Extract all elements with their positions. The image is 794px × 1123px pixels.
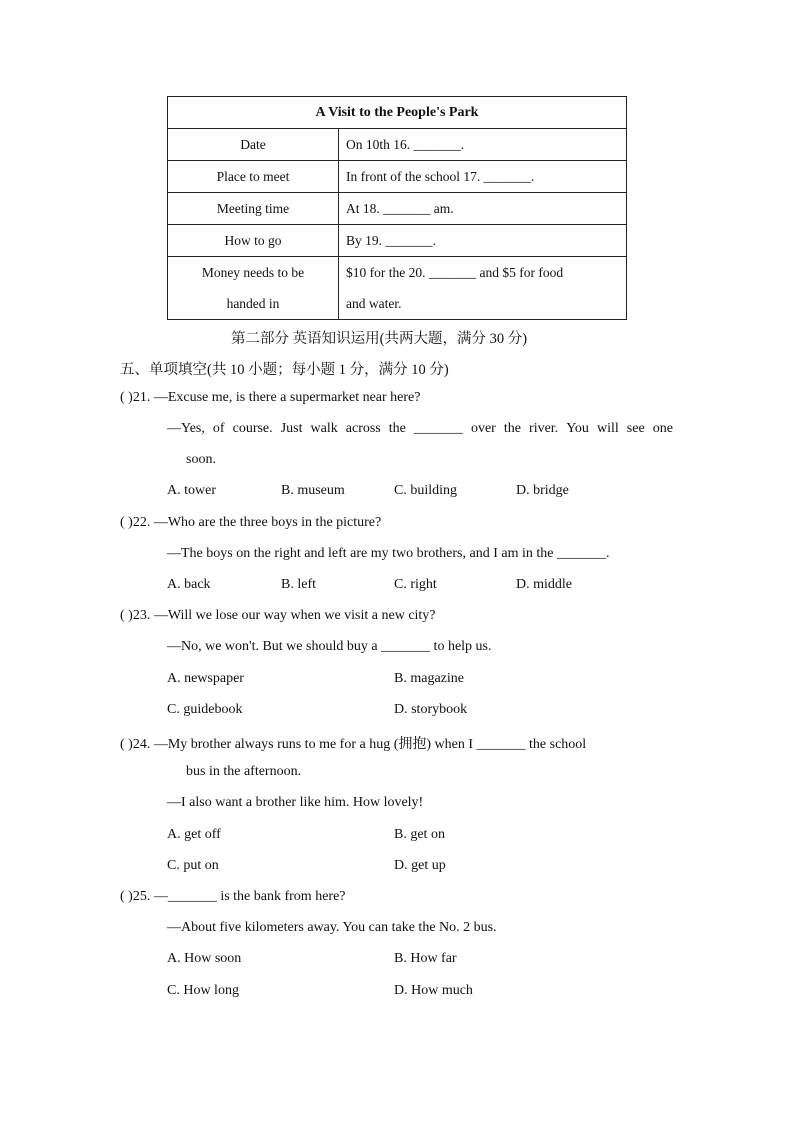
question-25-answer: —About five kilometers away. You can take the No. 2 bus. <box>167 920 497 935</box>
option-a[interactable]: A. How soon <box>167 951 242 966</box>
option-c[interactable]: C. put on <box>167 858 219 873</box>
row-value-place: In front of the school 17. _______. <box>339 161 627 193</box>
row-value-transport: By 19. _______. <box>339 225 627 257</box>
option-c[interactable]: C. right <box>394 577 437 592</box>
table-row <box>168 257 627 320</box>
table-row <box>168 161 627 193</box>
answer-word: of <box>212 421 225 436</box>
answer-word: course. <box>232 421 273 436</box>
answer-word: across <box>345 421 381 436</box>
question-22: ( )22. —Who are the three boys in the picture? <box>120 515 382 530</box>
row-label-money <box>168 257 339 320</box>
answer-word: Just <box>280 421 303 436</box>
row-label-time: Meeting time <box>168 193 339 225</box>
option-a[interactable]: A. get off <box>167 827 221 842</box>
visit-info-table <box>167 96 627 320</box>
answer-word: —Yes, <box>167 421 205 436</box>
question-24-line2: bus in the afternoon. <box>186 764 302 779</box>
row-label-money-line2: handed in <box>226 296 280 311</box>
option-d[interactable]: D. middle <box>516 577 572 592</box>
answer-word: over <box>470 421 496 436</box>
row-label-place: Place to meet <box>168 161 339 193</box>
row-value-date: On 10th 16. _______. <box>339 129 627 161</box>
option-d[interactable]: D. How much <box>394 983 473 998</box>
option-d[interactable]: D. storybook <box>394 702 468 717</box>
option-b[interactable]: B. museum <box>281 483 345 498</box>
option-b[interactable]: B. get on <box>394 827 445 842</box>
option-c[interactable]: C. guidebook <box>167 702 243 717</box>
option-d[interactable]: D. bridge <box>516 483 569 498</box>
option-b[interactable]: B. left <box>281 577 316 592</box>
table-row <box>168 225 627 257</box>
option-c[interactable]: C. building <box>394 483 458 498</box>
option-d[interactable]: D. get up <box>394 858 446 873</box>
answer-word: will <box>596 421 619 436</box>
row-value-money-line1: $10 for the 20. _______ and $5 for food <box>346 265 564 280</box>
question-23: ( )23. —Will we lose our way when we visit a new city? <box>120 608 436 623</box>
row-label-date: Date <box>168 129 339 161</box>
part-title: 第二部分 英语知识运用(共两大题，满分 30 分) <box>231 331 528 347</box>
answer-word: the <box>503 421 521 436</box>
option-b[interactable]: B. How far <box>394 951 457 966</box>
row-label-transport: How to go <box>168 225 339 257</box>
row-value-money <box>339 257 627 320</box>
answer-word: see <box>626 421 645 436</box>
row-label-money-line1: Money needs to be <box>201 265 305 280</box>
row-value-money-line2: and water. <box>346 296 402 311</box>
answer-blank: _______ <box>413 421 463 436</box>
question-24-answer: —I also want a brother like him. How lovely! <box>167 795 424 810</box>
answer-word: You <box>566 421 589 436</box>
question-21-answer-line2: soon. <box>186 452 216 467</box>
question-23-answer: —No, we won't. But we should buy a _______ to help us. <box>167 639 492 654</box>
row-value-time: At 18. _______ am. <box>339 193 627 225</box>
option-a[interactable]: A. back <box>167 577 211 592</box>
answer-word: one <box>652 421 673 436</box>
question-21: ( )21. —Excuse me, is there a supermarket near here? <box>120 390 421 405</box>
answer-word: river. <box>529 421 559 436</box>
question-21-answer <box>167 421 673 437</box>
table-header-row <box>168 97 627 129</box>
section-title: 五、单项填空(共 10 小题；每小题 1 分，满分 10 分) <box>120 362 449 378</box>
option-a[interactable]: A. tower <box>167 483 216 498</box>
answer-word: the <box>388 421 406 436</box>
question-24: ( )24. —My brother always runs to me for a hug (拥抱) when I _______ the school <box>120 737 587 752</box>
question-25: ( )25. —_______ is the bank from here? <box>120 889 346 904</box>
option-a[interactable]: A. newspaper <box>167 671 244 686</box>
option-c[interactable]: C. How long <box>167 983 239 998</box>
answer-word: walk <box>310 421 338 436</box>
table-row <box>168 193 627 225</box>
option-b[interactable]: B. magazine <box>394 671 464 686</box>
table-row <box>168 129 627 161</box>
question-22-answer: —The boys on the right and left are my two brothers, and I am in the _______. <box>167 546 610 561</box>
table-title: A Visit to the People's Park <box>168 97 627 129</box>
